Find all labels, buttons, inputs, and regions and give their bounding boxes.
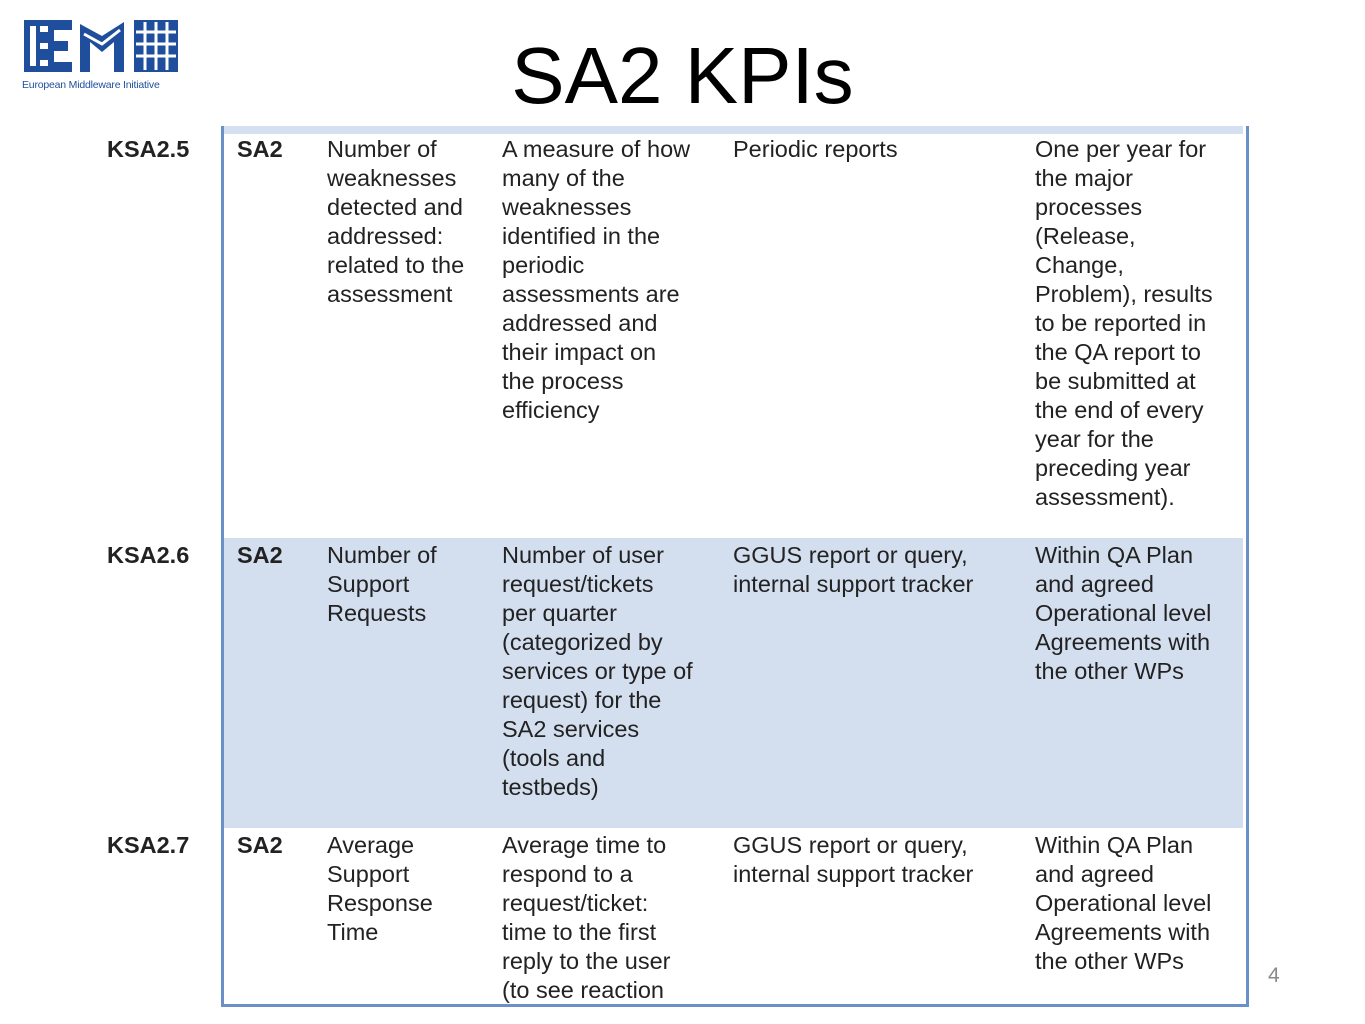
kpi-work-package: SA2 [237,542,283,568]
kpi-target: One per year for the major processes (Release, Change, Problem), results to be reported in the QA report to be submitted at the end of every year for the preceding year assessment). [1035,136,1213,510]
kpi-work-package: SA2 [237,832,283,858]
kpi-description: Number of user request/tickets per quarter (categorized by services or type of request) for the SA2 services (tools and testbeds) [502,542,693,800]
kpi-id: KSA2.6 [107,542,190,568]
kpi-description: Average time to respond to a request/ticket: time to the first reply to the user (to see reaction [502,832,671,1003]
kpi-source: Periodic reports [733,136,898,162]
kpi-source: GGUS report or query, internal support tracker [733,542,974,597]
kpi-name: Average Support Response Time [327,832,433,945]
logo-caption: European Middleware Initiative [22,79,160,91]
kpi-name: Number of Support Requests [327,542,437,626]
kpi-name: Number of weaknesses detected and addressed: related to the assessment [327,136,465,307]
slide-number: 4 [1268,964,1280,987]
kpi-id: KSA2.7 [107,832,190,858]
kpi-target: Within QA Plan and agreed Operational level Agreements with the other WPs [1035,542,1212,684]
kpi-id: KSA2.5 [107,136,190,162]
kpi-source: GGUS report or query, internal support tracker [733,832,974,887]
slide-title: SA2 KPIs [511,31,854,120]
kpi-work-package: SA2 [237,136,283,162]
kpi-description: A measure of how many of the weaknesses identified in the periodic assessments are addressed and their impact on the process efficiency [502,136,691,423]
kpi-target: Within QA Plan and agreed Operational level Agreements with the other WPs [1035,832,1212,974]
